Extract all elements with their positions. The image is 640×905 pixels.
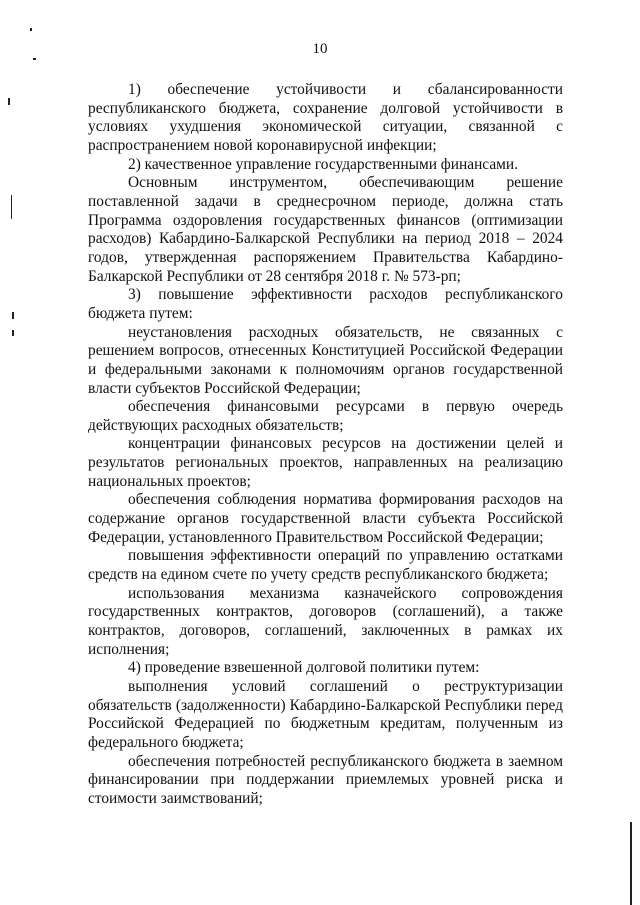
paragraph-treasury-support: использования механизма казначейского сопровождения государственных контрактов, договоров (соглашений), а также контрактов, договоров, соглашений, заключенных в рамках их исполнения; — [88, 584, 563, 658]
paragraph-non-establishment: неустановления расходных обязательств, не связанных с решением вопросов, отнесенных Конституцией Российской Федерации и федеральными законами к полномочиям органов государственной власти субъектов Российской Федерации; — [88, 323, 563, 397]
paragraph-finance-management: 2) качественное управление государственными финансами. — [128, 155, 518, 173]
paragraph-main-instrument: Основным инструментом, обеспечивающим решение поставленной задачи в среднесрочном периоде, должна стать Программа оздоровления государственных финансов (оптимизации расходов) Кабардино-Балкарской Республики на период 2018 – 2024 годов, утвержденная распоряжением Правительства Кабардино-Балкарской Республики от 28 сентября 2018 г. № 573-рп; — [88, 174, 563, 285]
page-number: 10 — [312, 41, 328, 57]
scan-mark-left-4 — [11, 195, 12, 219]
paragraph-balance-management: повышения эффективности операций по управлению остатками средств на едином счете по учету средств республиканского бюджета; — [88, 547, 563, 584]
scan-mark-left-2 — [33, 58, 36, 60]
paragraph-debt-policy: 4) проведение взвешенной долговой политики путем: — [128, 659, 480, 677]
paragraph-resource-concentration: концентрации финансовых ресурсов на достижении целей и результатов региональных проектов, направленных на реализацию национальных проектов; — [88, 435, 563, 490]
scan-mark-right-1 — [630, 822, 632, 905]
paragraph-budget-stability: 1) обеспечение устойчивости и сбалансированности республиканского бюджета, сохранение долговой устойчивости в условиях ухудшения экономической ситуации, связанной с распространением новой коронавирусной инфекции; — [88, 81, 563, 154]
paragraph-norm-compliance: обеспечения соблюдения норматива формирования расходов на содержание органов государственной власти субъекта Российской Федерации, установленного Правительством Российской Федерации; — [88, 491, 563, 546]
paragraph-spending-efficiency: 3) повышение эффективности расходов республиканского бюджета путем: — [88, 286, 563, 322]
scan-mark-left-1 — [30, 28, 32, 31]
scan-mark-left-5 — [12, 312, 14, 319]
scan-mark-left-6 — [12, 330, 14, 336]
paragraph-restructuring: выполнения условий соглашений о реструктуризации обязательств (задолженности) Кабардино-Балкарской Республики перед Российской Федерацией по бюджетным кредитам, полученным из федерального бюджета; — [88, 678, 563, 751]
paragraph-priority-funding: обеспечения финансовыми ресурсами в первую очередь действующих расходных обязательств; — [88, 398, 563, 434]
scan-mark-left-3 — [8, 98, 10, 105]
paragraph-borrowing-needs: обеспечения потребностей республиканского бюджета в заемном финансировании при поддержании приемлемых уровней риска и стоимости заимствований; — [88, 752, 563, 807]
document-body — [88, 81, 563, 809]
